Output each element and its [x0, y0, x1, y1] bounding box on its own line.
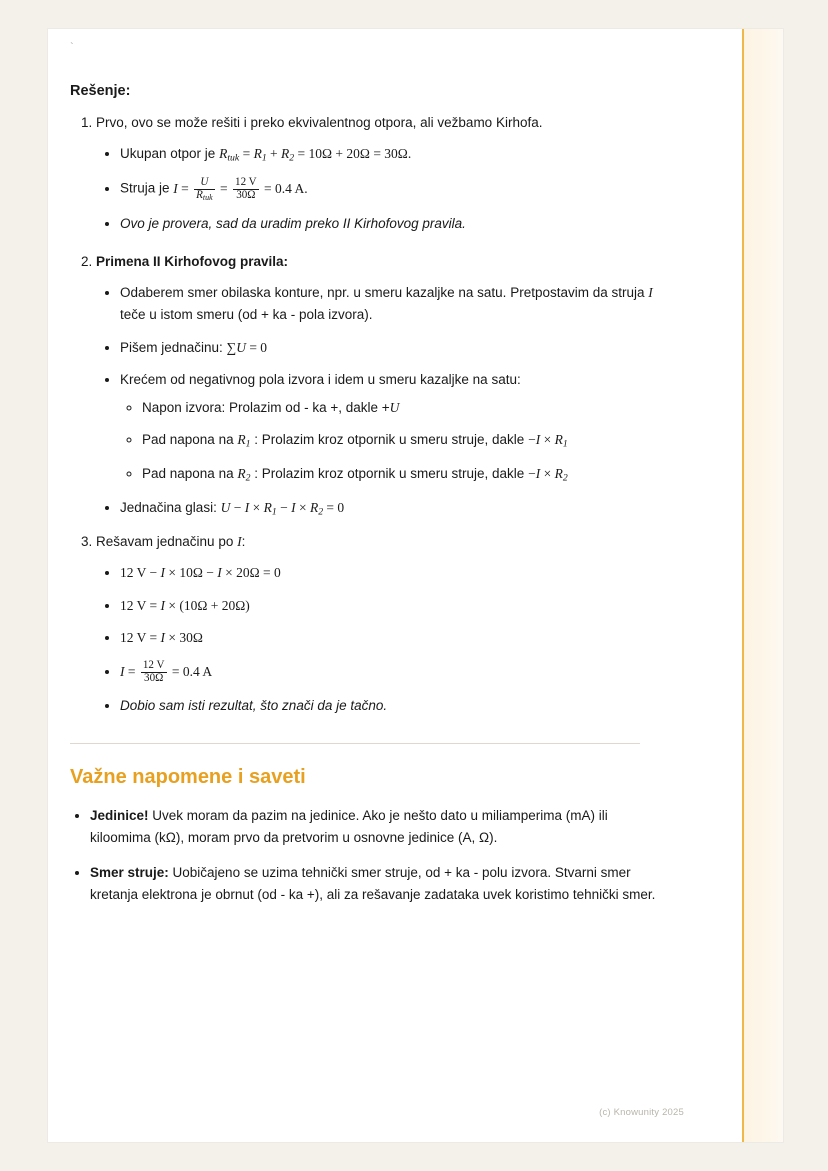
equation-3: 12 V = I × 30Ω — [120, 630, 203, 646]
step-2-title: Primena II Kirhofovog pravila: — [96, 254, 289, 270]
list-item — [120, 497, 662, 520]
step-1-bullets — [96, 143, 662, 235]
equation-1: 12 V − I × 10Ω − I × 20Ω = 0 — [120, 565, 281, 581]
page-content — [48, 29, 744, 1142]
formula-loop-equation: $U - I \times R_1 - I \times R_2 = 0$ — [220, 500, 345, 518]
step-2-subbullets — [120, 397, 662, 487]
note-text: Uobičajeno se uzima tehnički smer struje, od + ka - polu izvora. Stvarni smer kretanja elektrona je obrnut (od - ka +), ali za rešavanje zadataka uvek koristimo tehnički smer. — [90, 865, 656, 903]
copyright-footer: (c) Knowunity 2025 — [599, 1107, 684, 1118]
formula-current: I = $\frac{U}{R_{tuk}}$ = $\frac{12 V}{30\Omega}$ = 0.4 A. — [173, 175, 308, 202]
bullet-prefix: Pišem jednačinu: — [120, 339, 227, 355]
equation-2: 12 V = I × (10Ω + 20Ω) — [120, 597, 250, 613]
list-item — [120, 627, 662, 649]
list-item — [90, 805, 662, 849]
formula-total-resistance: $R_{tuk} = R_1 + R_2 = 10\Omega + 20\Omega = 30\Omega$. — [219, 145, 412, 164]
step-3-bullets — [96, 562, 662, 717]
solution-steps-list — [70, 113, 662, 717]
bullet-prefix: Struja je — [120, 180, 174, 196]
list-item — [120, 143, 662, 166]
list-item: • Odaberem smer obilaska konture, npr. u smeru kazaljke na satu. Pretpostavim da struja I teče u istom smeru (od + ka - pola izvora). — [120, 282, 662, 325]
check-note: Ovo je provera, sad da uradim preko II Kirhofovog pravila. — [120, 215, 466, 231]
solution-step-3: 3. Rešavam jednačinu po I: • 12 V − I × 10Ω − I × 20Ω = 0 • 12 V = I × (10Ω + 20Ω) • 12 V = I × 30Ω • I = $\frac{12 V}{30\Omega}$ = 0.4 A • Dobio sam isti rezultat, što znači da je tačno. — [96, 532, 662, 717]
solution-heading: Rešenje: — [70, 83, 131, 99]
note-text: Uvek moram da pazim na jedinice. Ako je nešto dato u miliamperima (mA) ili kiloomima (kΩ), moram prvo da pretvorim u osnovne jedinice (A, Ω). — [90, 807, 608, 845]
list-item — [120, 695, 662, 717]
solution-step-1 — [96, 113, 662, 234]
page-side-band — [742, 29, 783, 1142]
note-lead: Smer struje: — [90, 865, 169, 881]
list-item — [90, 862, 662, 906]
result-note: Dobio sam isti rezultat, što znači da je tačno. — [120, 698, 388, 714]
list-item — [120, 369, 662, 486]
note-lead: Jedinice! — [90, 807, 149, 823]
list-item: ◦ Napon izvora: Prolazim od - ka +, dakle +U — [142, 397, 662, 419]
list-item — [120, 177, 662, 202]
list-item — [120, 213, 662, 235]
list-item: ◦ Pad napona na $R_1$ : Prolazim kroz otpornik u smeru struje, dakle $-I \times R_1$ — [142, 429, 662, 452]
formula-sum-voltages: ∑U = 0 — [226, 339, 268, 355]
list-item: ◦ Pad napona na $R_2$ : Prolazim kroz otpornik u smeru struje, dakle $-I \times R_2$ — [142, 463, 662, 486]
list-item — [120, 562, 662, 584]
bullet-prefix: Jednačina glasi: — [120, 500, 221, 516]
list-item — [120, 660, 662, 684]
solution-step-2 — [96, 252, 662, 520]
section-divider — [70, 743, 640, 744]
equation-4: I = $\frac{12 V}{30\Omega}$ = 0.4 A — [120, 658, 213, 684]
document-page — [48, 29, 783, 1142]
loop-walk-text: Krećem od negativnog pola izvora i idem u smeru kazaljke na satu: — [120, 372, 521, 388]
list-item — [120, 337, 662, 359]
tick-mark: ` — [70, 41, 74, 53]
bullet-prefix: Ukupan otpor je — [120, 145, 220, 161]
step-1-text: Prvo, ovo se može rešiti i preko ekvivalentnog otpora, ali vežbamo Kirhofa. — [96, 115, 543, 130]
list-item — [120, 595, 662, 617]
notes-list — [70, 805, 662, 906]
notes-title: Važne napomene i saveti — [70, 765, 306, 788]
step-2-bullets — [96, 282, 662, 520]
